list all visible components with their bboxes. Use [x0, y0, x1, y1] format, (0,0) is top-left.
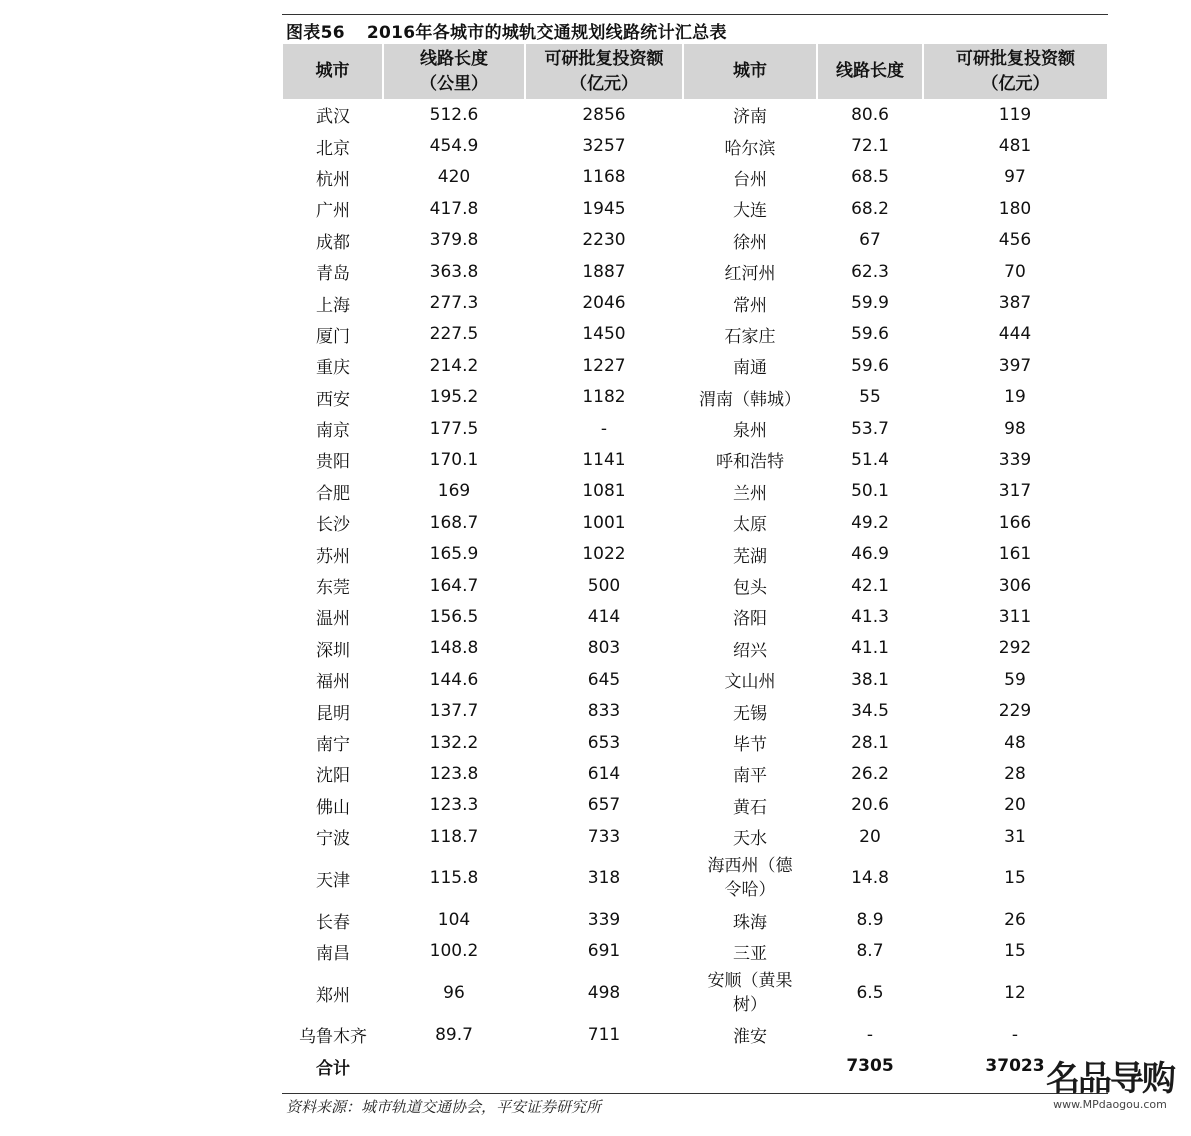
- cell-length-2: 80.6: [851, 104, 889, 125]
- cell-city-2: 哈尔滨: [724, 138, 776, 159]
- table-row: [283, 382, 1107, 413]
- cell-length: 420: [437, 167, 471, 188]
- cell-investment: 318: [587, 868, 621, 889]
- cell-investment: 2856: [582, 104, 626, 125]
- table-row: [283, 601, 1107, 632]
- cell-length: 137.7: [429, 701, 479, 722]
- table-row: [283, 162, 1107, 193]
- table-row: [283, 99, 1107, 130]
- table-row: [283, 256, 1107, 287]
- cell-city-2: 毕节: [733, 735, 767, 755]
- cell-length: 379.8: [429, 230, 479, 251]
- cell-length-2: 67: [859, 230, 881, 251]
- cell-city-2: 呼和浩特: [716, 452, 784, 473]
- cell-length-2: 49.2: [851, 512, 889, 533]
- cell-length: 454.9: [429, 136, 479, 157]
- cell-city: 长沙: [316, 515, 350, 536]
- cell-length: 96: [443, 983, 465, 1004]
- cell-length-2: 28.1: [851, 732, 889, 753]
- cell-city: 杭州: [316, 169, 350, 190]
- cell-length-2: 20.6: [851, 795, 889, 816]
- figure-caption: [286, 18, 727, 43]
- cell-investment-2: 481: [998, 136, 1032, 157]
- cell-city-2: 台州: [733, 169, 767, 190]
- cell-city: 南京: [316, 421, 350, 442]
- cell-length: 277.3: [429, 293, 479, 314]
- cell-length: 156.5: [429, 606, 479, 627]
- cell-length: 123.3: [429, 795, 479, 816]
- cell-city: 乌鲁木齐: [299, 1027, 367, 1048]
- total-row: [283, 1051, 1107, 1082]
- cell-investment: 500: [587, 575, 621, 596]
- cell-city-2: 红河州: [724, 264, 776, 285]
- cell-investment-2: 15: [1004, 941, 1026, 962]
- cell-city: 昆明: [316, 703, 350, 724]
- cell-investment-2: 19: [1004, 387, 1026, 408]
- cell-investment-2: 166: [998, 512, 1032, 533]
- top-rule: [282, 14, 1108, 15]
- cell-length: 195.2: [429, 387, 479, 408]
- cell-length: 118.7: [429, 826, 479, 847]
- cell-length-2: 42.1: [851, 575, 889, 596]
- cell-city: 合肥: [316, 483, 350, 504]
- table-row: [283, 538, 1107, 569]
- cell-investment-2: 70: [1004, 261, 1026, 282]
- cell-length-2: 62.3: [851, 261, 889, 282]
- total-empty-2: [525, 1051, 683, 1082]
- cell-investment-2: 26: [1004, 910, 1026, 931]
- header-investment-unit: （亿元）: [570, 73, 638, 94]
- bottom-rule: [282, 1093, 1108, 1094]
- header-investment-2-unit: （亿元）: [981, 73, 1050, 94]
- cell-investment-2: 12: [1004, 983, 1026, 1004]
- cell-city: 温州: [316, 609, 350, 630]
- table-row: [283, 350, 1107, 381]
- cell-investment: 339: [587, 910, 621, 931]
- table-row: [283, 1019, 1107, 1050]
- cell-investment: 3257: [582, 136, 626, 157]
- cell-city-2: 黄石: [733, 797, 767, 818]
- cell-city-2: 文山州: [724, 672, 776, 693]
- cell-investment: 657: [587, 795, 621, 816]
- header-city-2: 城市: [683, 44, 817, 99]
- cell-investment-2: 119: [998, 104, 1032, 125]
- cell-investment: 653: [587, 732, 621, 753]
- cell-length-2: 68.5: [851, 167, 889, 188]
- cell-investment: 498: [587, 983, 621, 1004]
- cell-investment-2: 397: [998, 355, 1032, 376]
- cell-length: 104: [437, 910, 471, 931]
- cell-investment-2: 59: [1004, 669, 1026, 690]
- cell-length: 177.5: [429, 418, 479, 439]
- cell-city-2: 三亚: [733, 943, 767, 964]
- cell-city: 天津: [316, 870, 350, 891]
- table-row: [283, 319, 1107, 350]
- cell-investment: 711: [587, 1024, 621, 1045]
- table-row: [283, 695, 1107, 726]
- header-length: [383, 44, 525, 99]
- cell-city: 西安: [316, 389, 350, 410]
- cell-investment: 1168: [582, 167, 626, 188]
- table-row: [283, 570, 1107, 601]
- table-row: [283, 287, 1107, 318]
- cell-investment: 1945: [582, 198, 626, 219]
- cell-investment-2: 48: [1004, 732, 1026, 753]
- cell-length-2: 50.1: [851, 481, 889, 502]
- cell-investment-2: 180: [998, 198, 1032, 219]
- cell-length-2: 26.2: [851, 763, 889, 784]
- table-row: [283, 476, 1107, 507]
- cell-investment: 1081: [582, 481, 626, 502]
- table-body: [283, 99, 1107, 1082]
- table-row: [283, 130, 1107, 161]
- cell-city: 广州: [316, 201, 350, 222]
- table-row: [283, 225, 1107, 256]
- table-row: [283, 664, 1107, 695]
- cell-length: 100.2: [429, 941, 479, 962]
- rail-planning-table: [283, 44, 1107, 1082]
- cell-length-2: 53.7: [851, 418, 889, 439]
- cell-city: 长春: [316, 912, 350, 933]
- watermark: [1040, 1060, 1180, 1120]
- cell-length-2: 46.9: [851, 544, 889, 565]
- cell-length-2: 14.8: [851, 868, 889, 889]
- cell-city: 北京: [316, 138, 350, 159]
- cell-city-2: 渭南（韩城）: [699, 389, 801, 410]
- cell-city: 福州: [316, 672, 350, 693]
- cell-city: 贵阳: [316, 452, 350, 473]
- watermark-logo: 名品导购: [1046, 1059, 1174, 1099]
- cell-length: 169: [437, 481, 471, 502]
- cell-investment: 1887: [582, 261, 626, 282]
- cell-city-2: 大连: [733, 201, 767, 222]
- cell-length-2: 55: [859, 387, 881, 408]
- total-investment: 37023: [985, 1056, 1045, 1077]
- cell-investment: 1022: [582, 544, 626, 565]
- cell-city-2: 南平: [733, 766, 767, 787]
- figure-label: 图表56: [286, 23, 345, 43]
- cell-city-2: [683, 967, 817, 1019]
- table-row: [283, 852, 1107, 904]
- cell-investment: 2230: [582, 230, 626, 251]
- cell-city-2: 珠海: [733, 912, 767, 933]
- cell-city-2: [683, 852, 817, 904]
- cell-investment: 614: [587, 763, 621, 784]
- table-row: [283, 727, 1107, 758]
- header-length-2: 线路长度: [817, 44, 923, 99]
- cell-investment: 691: [587, 941, 621, 962]
- header-row: [283, 44, 1107, 99]
- cell-length-2: 68.2: [851, 198, 889, 219]
- cell-city: 佛山: [316, 797, 350, 818]
- cell-investment-2: 339: [998, 449, 1032, 470]
- cell-city-2: 泉州: [733, 421, 767, 442]
- table-row: [283, 193, 1107, 224]
- cell-city: 重庆: [316, 358, 350, 379]
- cell-length: 123.8: [429, 763, 479, 784]
- cell-length: 227.5: [429, 324, 479, 345]
- cell-city-2: 无锡: [733, 703, 767, 724]
- cell-city-2: 绍兴: [733, 640, 767, 661]
- table-row: [283, 967, 1107, 1019]
- cell-length: 132.2: [429, 732, 479, 753]
- figure-title: 2016年各城市的城轨交通规划线路统计汇总表: [366, 23, 727, 43]
- cell-investment: 1182: [582, 387, 626, 408]
- cell-city: 厦门: [316, 326, 350, 347]
- cell-investment-2: 306: [998, 575, 1032, 596]
- cell-investment-2: 292: [998, 638, 1032, 659]
- cell-length: 89.7: [435, 1024, 473, 1045]
- cell-city-2: 芜湖: [733, 546, 767, 567]
- cell-investment: 1141: [582, 449, 626, 470]
- cell-investment: 1227: [582, 355, 626, 376]
- cell-length: 363.8: [429, 261, 479, 282]
- cell-city-2: 常州: [733, 295, 767, 316]
- table-row: [283, 904, 1107, 935]
- cell-length-2: 38.1: [851, 669, 889, 690]
- cell-city-2: 南通: [733, 358, 767, 379]
- cell-investment: -: [600, 418, 608, 439]
- cell-city: 武汉: [316, 107, 350, 128]
- cell-city-2: 太原: [733, 515, 767, 536]
- cell-investment: 414: [587, 606, 621, 627]
- header-investment-line1: 可研批复投资额: [544, 48, 664, 69]
- cell-investment-2: 31: [1004, 826, 1026, 847]
- cell-city-2: 包头: [733, 578, 767, 599]
- total-empty-1: [383, 1051, 525, 1082]
- header-length-unit: （公里）: [420, 73, 488, 94]
- cell-length-2: 59.6: [851, 355, 889, 376]
- cell-length: 168.7: [429, 512, 479, 533]
- cell-city: 上海: [316, 295, 350, 316]
- cell-length: 170.1: [429, 449, 479, 470]
- cell-length-2: 59.6: [851, 324, 889, 345]
- cell-investment: 833: [587, 701, 621, 722]
- cell-length-2: 59.9: [851, 293, 889, 314]
- watermark-url: www.MPdaogou.com: [1053, 1098, 1167, 1111]
- cell-investment: 1001: [582, 512, 626, 533]
- table-row: [283, 633, 1107, 664]
- cell-city-2: 石家庄: [724, 326, 776, 347]
- cell-length-2: 41.1: [851, 638, 889, 659]
- cell-city-2: 洛阳: [733, 609, 767, 630]
- cell-investment-2: 20: [1004, 795, 1026, 816]
- cell-city-2-line2: 树）: [733, 995, 767, 1016]
- table-header: [283, 44, 1107, 99]
- cell-length: 115.8: [429, 868, 479, 889]
- cell-city: 苏州: [316, 546, 350, 567]
- header-city: 城市: [283, 44, 383, 99]
- cell-length-2: 51.4: [851, 449, 889, 470]
- cell-length: 214.2: [429, 355, 479, 376]
- cell-length-2: 6.5: [856, 983, 884, 1004]
- header-length-line1: 线路长度: [420, 48, 488, 69]
- cell-city-2-line2: 令哈）: [724, 880, 776, 901]
- cell-investment-2: 15: [1004, 868, 1026, 889]
- header-investment-2-line1: 可研批复投资额: [956, 48, 1075, 69]
- cell-length-2: 41.3: [851, 606, 889, 627]
- cell-investment-2: 97: [1004, 167, 1026, 188]
- total-label: 合计: [316, 1058, 350, 1079]
- cell-investment-2: 28: [1004, 763, 1026, 784]
- cell-investment: 645: [587, 669, 621, 690]
- table-row: [283, 758, 1107, 789]
- cell-investment-2: 456: [998, 230, 1032, 251]
- cell-length-2: 8.7: [856, 941, 884, 962]
- source-note: 资料来源：城市轨道交通协会，平安证券研究所: [286, 1098, 602, 1116]
- cell-city-2-line1: 海西州（德: [707, 856, 793, 877]
- cell-length: 512.6: [429, 104, 479, 125]
- cell-length-2: 8.9: [856, 910, 884, 931]
- cell-length-2: 72.1: [851, 136, 889, 157]
- cell-city-2: 徐州: [733, 232, 767, 253]
- cell-investment: 2046: [582, 293, 626, 314]
- cell-investment-2: 229: [998, 701, 1032, 722]
- cell-length-2: -: [866, 1024, 874, 1045]
- table-row: [283, 507, 1107, 538]
- cell-city-2: 天水: [733, 829, 767, 850]
- cell-city: 南昌: [316, 943, 350, 964]
- cell-investment-2: 444: [998, 324, 1032, 345]
- cell-investment-2: -: [1011, 1024, 1019, 1045]
- cell-length: 148.8: [429, 638, 479, 659]
- header-investment-2: [923, 44, 1107, 99]
- cell-investment: 803: [587, 638, 621, 659]
- cell-investment-2: 317: [998, 481, 1032, 502]
- cell-length: 164.7: [429, 575, 479, 596]
- cell-city: 成都: [316, 232, 350, 253]
- cell-length: 417.8: [429, 198, 479, 219]
- cell-length: 144.6: [429, 669, 479, 690]
- cell-investment-2: 161: [998, 544, 1032, 565]
- cell-investment-2: 311: [998, 606, 1032, 627]
- cell-city-2: 淮安: [733, 1027, 767, 1048]
- total-empty-3: [683, 1051, 817, 1082]
- cell-investment-2: 98: [1004, 418, 1026, 439]
- cell-city: 东莞: [316, 578, 350, 599]
- table-row: [283, 790, 1107, 821]
- total-length: 7305: [846, 1056, 894, 1077]
- cell-city: 郑州: [316, 985, 350, 1006]
- cell-length-2: 20: [859, 826, 881, 847]
- cell-investment: 733: [587, 826, 621, 847]
- cell-investment: 1450: [582, 324, 626, 345]
- cell-city: 沈阳: [316, 766, 350, 787]
- cell-city: 青岛: [316, 264, 350, 285]
- cell-city-2-line1: 安顺（黄果: [707, 971, 793, 992]
- header-investment: [525, 44, 683, 99]
- table-row: [283, 413, 1107, 444]
- table-row: [283, 821, 1107, 852]
- table-row: [283, 444, 1107, 475]
- cell-city-2: 兰州: [733, 483, 767, 504]
- cell-city: 深圳: [316, 640, 350, 661]
- cell-city: 宁波: [316, 829, 350, 850]
- table-row: [283, 936, 1107, 967]
- cell-length-2: 34.5: [851, 701, 889, 722]
- cell-city: 南宁: [316, 735, 350, 755]
- cell-length: 165.9: [429, 544, 479, 565]
- cell-investment-2: 387: [998, 293, 1032, 314]
- cell-city-2: 济南: [733, 107, 767, 128]
